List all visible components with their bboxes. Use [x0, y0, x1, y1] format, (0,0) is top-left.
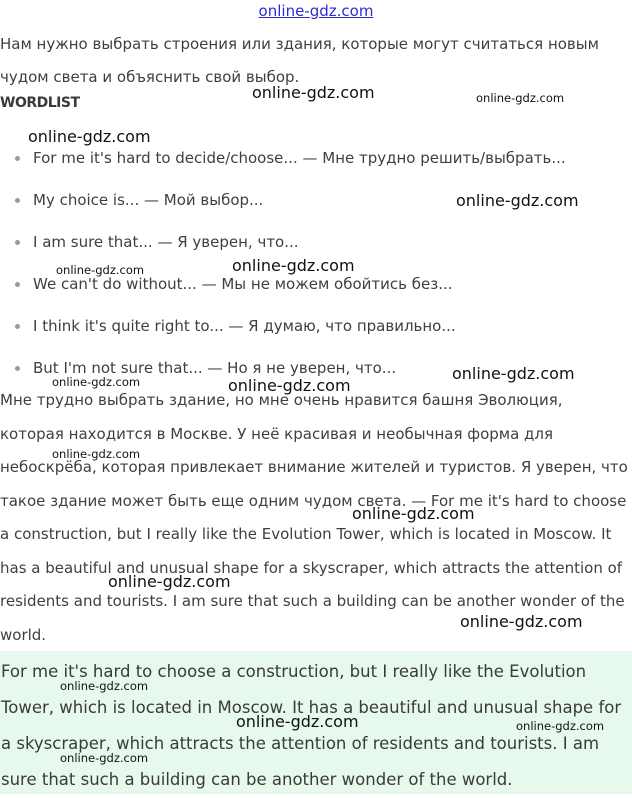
watermark: online-gdz.com [52, 375, 141, 389]
bullet-icon [15, 198, 20, 203]
list-item [0, 310, 620, 352]
watermark: online-gdz.com [252, 83, 375, 102]
list-item-text: We can't do without... — Мы не можем обойтись без... [33, 275, 453, 293]
bullet-icon [15, 324, 20, 329]
bullet-icon [15, 240, 20, 245]
final-answer-text: For me it's hard to choose a construction, but I really like the Evolution Tower, which is located in Moscow. It has a beautiful and unusual shape for a skyscraper, which attracts the attention of residents and tourists. I am sure that such a building can be another wonder of the world. [1, 662, 622, 789]
watermark: online-gdz.com [108, 572, 231, 591]
site-link[interactable]: online-gdz.com [258, 2, 374, 20]
answer-paragraph: Мне трудно выбрать здание, но мне очень нравится башня Эволюция, которая находится в Москве. У неё красивая и необычная форма для небоскрёба, которая привлекает внимание жителей и туристов. Я уверен, что такое здание может быть еще одним чудом света. — For me it's hard to choose a construction, but I really like the Evolution Tower, which is located in Moscow. It has a beautiful and unusual shape for a skyscraper, which attracts the attention of residents and tourists. I am sure that such a building can be another wonder of the world. [0, 391, 628, 644]
watermark: online-gdz.com [476, 91, 565, 105]
watermark: online-gdz.com [228, 376, 351, 395]
list-item-text: My choice is... — Мой выбор... [33, 191, 264, 209]
watermark: online-gdz.com [460, 612, 583, 631]
list-item-text: I am sure that... — Я уверен, что... [33, 233, 299, 251]
watermark: online-gdz.com [516, 719, 605, 733]
list-item-text: For me it's hard to decide/choose... — Мне трудно решить/выбрать... [33, 149, 566, 167]
list-item-text: I think it's quite right to... — Я думаю, что правильно... [33, 317, 456, 335]
bullet-icon [15, 366, 20, 371]
list-item [0, 142, 620, 184]
watermark: online-gdz.com [452, 364, 575, 383]
watermark: online-gdz.com [60, 751, 149, 765]
list-item-text: But I'm not sure that... — Но я не уверен, что... [33, 359, 397, 377]
watermark: online-gdz.com [352, 504, 475, 523]
watermark: online-gdz.com [232, 256, 355, 275]
watermark: online-gdz.com [56, 263, 145, 277]
task-description: Нам нужно выбрать строения или здания, которые могут считаться новым чудом света и объяснить свой выбор. [0, 35, 599, 86]
bullet-icon [15, 282, 20, 287]
watermark: online-gdz.com [52, 447, 141, 461]
bullet-icon [15, 156, 20, 161]
wordlist-heading: WORDLIST [0, 95, 80, 111]
watermark: online-gdz.com [456, 191, 579, 210]
watermark: online-gdz.com [28, 127, 151, 146]
watermark: online-gdz.com [236, 712, 359, 731]
watermark: online-gdz.com [60, 679, 149, 693]
